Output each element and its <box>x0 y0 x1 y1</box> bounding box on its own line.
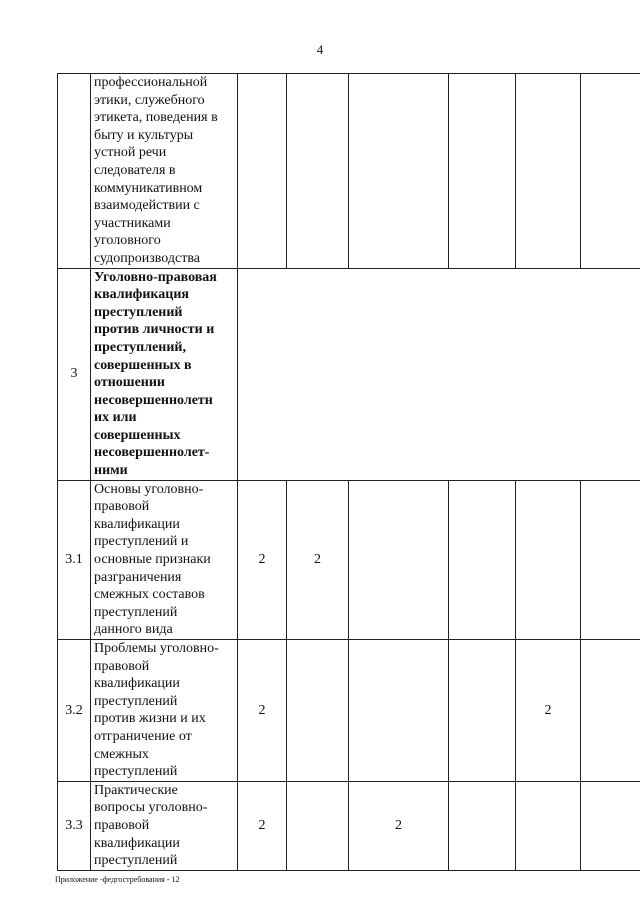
section-empty-cell <box>238 268 640 480</box>
row-number: 3.2 <box>58 640 91 782</box>
topic-cell: Практические вопросы уголовно- правовой квалификации преступлений <box>91 781 238 870</box>
row-number: 3.3 <box>58 781 91 870</box>
topic-cell: Уголовно-правовая квалификация преступлений против личности и преступлений, совершенных в отношении несовершеннолетн их или совершенных несовершеннолет- ними <box>91 268 238 480</box>
hours-cell <box>449 781 516 870</box>
hours-cell <box>349 480 449 639</box>
hours-cell <box>516 74 581 269</box>
topic-cell: профессиональной этики, служебного этикета, поведения в быту и культуры устной речи следователя в коммуникативном взаимодействии с участниками уголовного судопроизводства <box>91 74 238 269</box>
hours-cell: 2 <box>238 781 287 870</box>
hours-cell <box>516 781 581 870</box>
hours-cell <box>287 781 349 870</box>
hours-cell: 2 <box>238 480 287 639</box>
hours-cell <box>581 781 640 870</box>
hours-cell <box>238 74 287 269</box>
hours-cell <box>349 74 449 269</box>
section-row <box>58 268 640 480</box>
hours-cell <box>581 480 640 639</box>
table-row <box>58 781 640 870</box>
curriculum-table <box>57 73 640 871</box>
page-number: 4 <box>316 42 324 57</box>
hours-cell: 2 <box>238 640 287 782</box>
row-number: 3 <box>58 268 91 480</box>
hours-cell <box>287 640 349 782</box>
topic-cell: Основы уголовно- правовой квалификации преступлений и основные признаки разграничения смежных составов преступлений данного вида <box>91 480 238 639</box>
row-number <box>58 74 91 269</box>
hours-cell <box>349 640 449 782</box>
hours-cell: 2 <box>287 480 349 639</box>
table-row <box>58 74 640 269</box>
hours-cell <box>516 480 581 639</box>
hours-cell: 2 <box>349 781 449 870</box>
hours-cell <box>449 74 516 269</box>
topic-cell: Проблемы уголовно- правовой квалификации преступлений против жизни и их отграничение от смежных преступлений <box>91 640 238 782</box>
hours-cell <box>449 640 516 782</box>
row-number: 3.1 <box>58 480 91 639</box>
table-row <box>58 640 640 782</box>
hours-cell <box>581 74 640 269</box>
table-row <box>58 480 640 639</box>
hours-cell <box>449 480 516 639</box>
page-footer: Приложение -федгостребования - 12 <box>55 875 180 884</box>
hours-cell <box>287 74 349 269</box>
table-body <box>58 74 640 871</box>
hours-cell <box>581 640 640 782</box>
hours-cell: 2 <box>516 640 581 782</box>
